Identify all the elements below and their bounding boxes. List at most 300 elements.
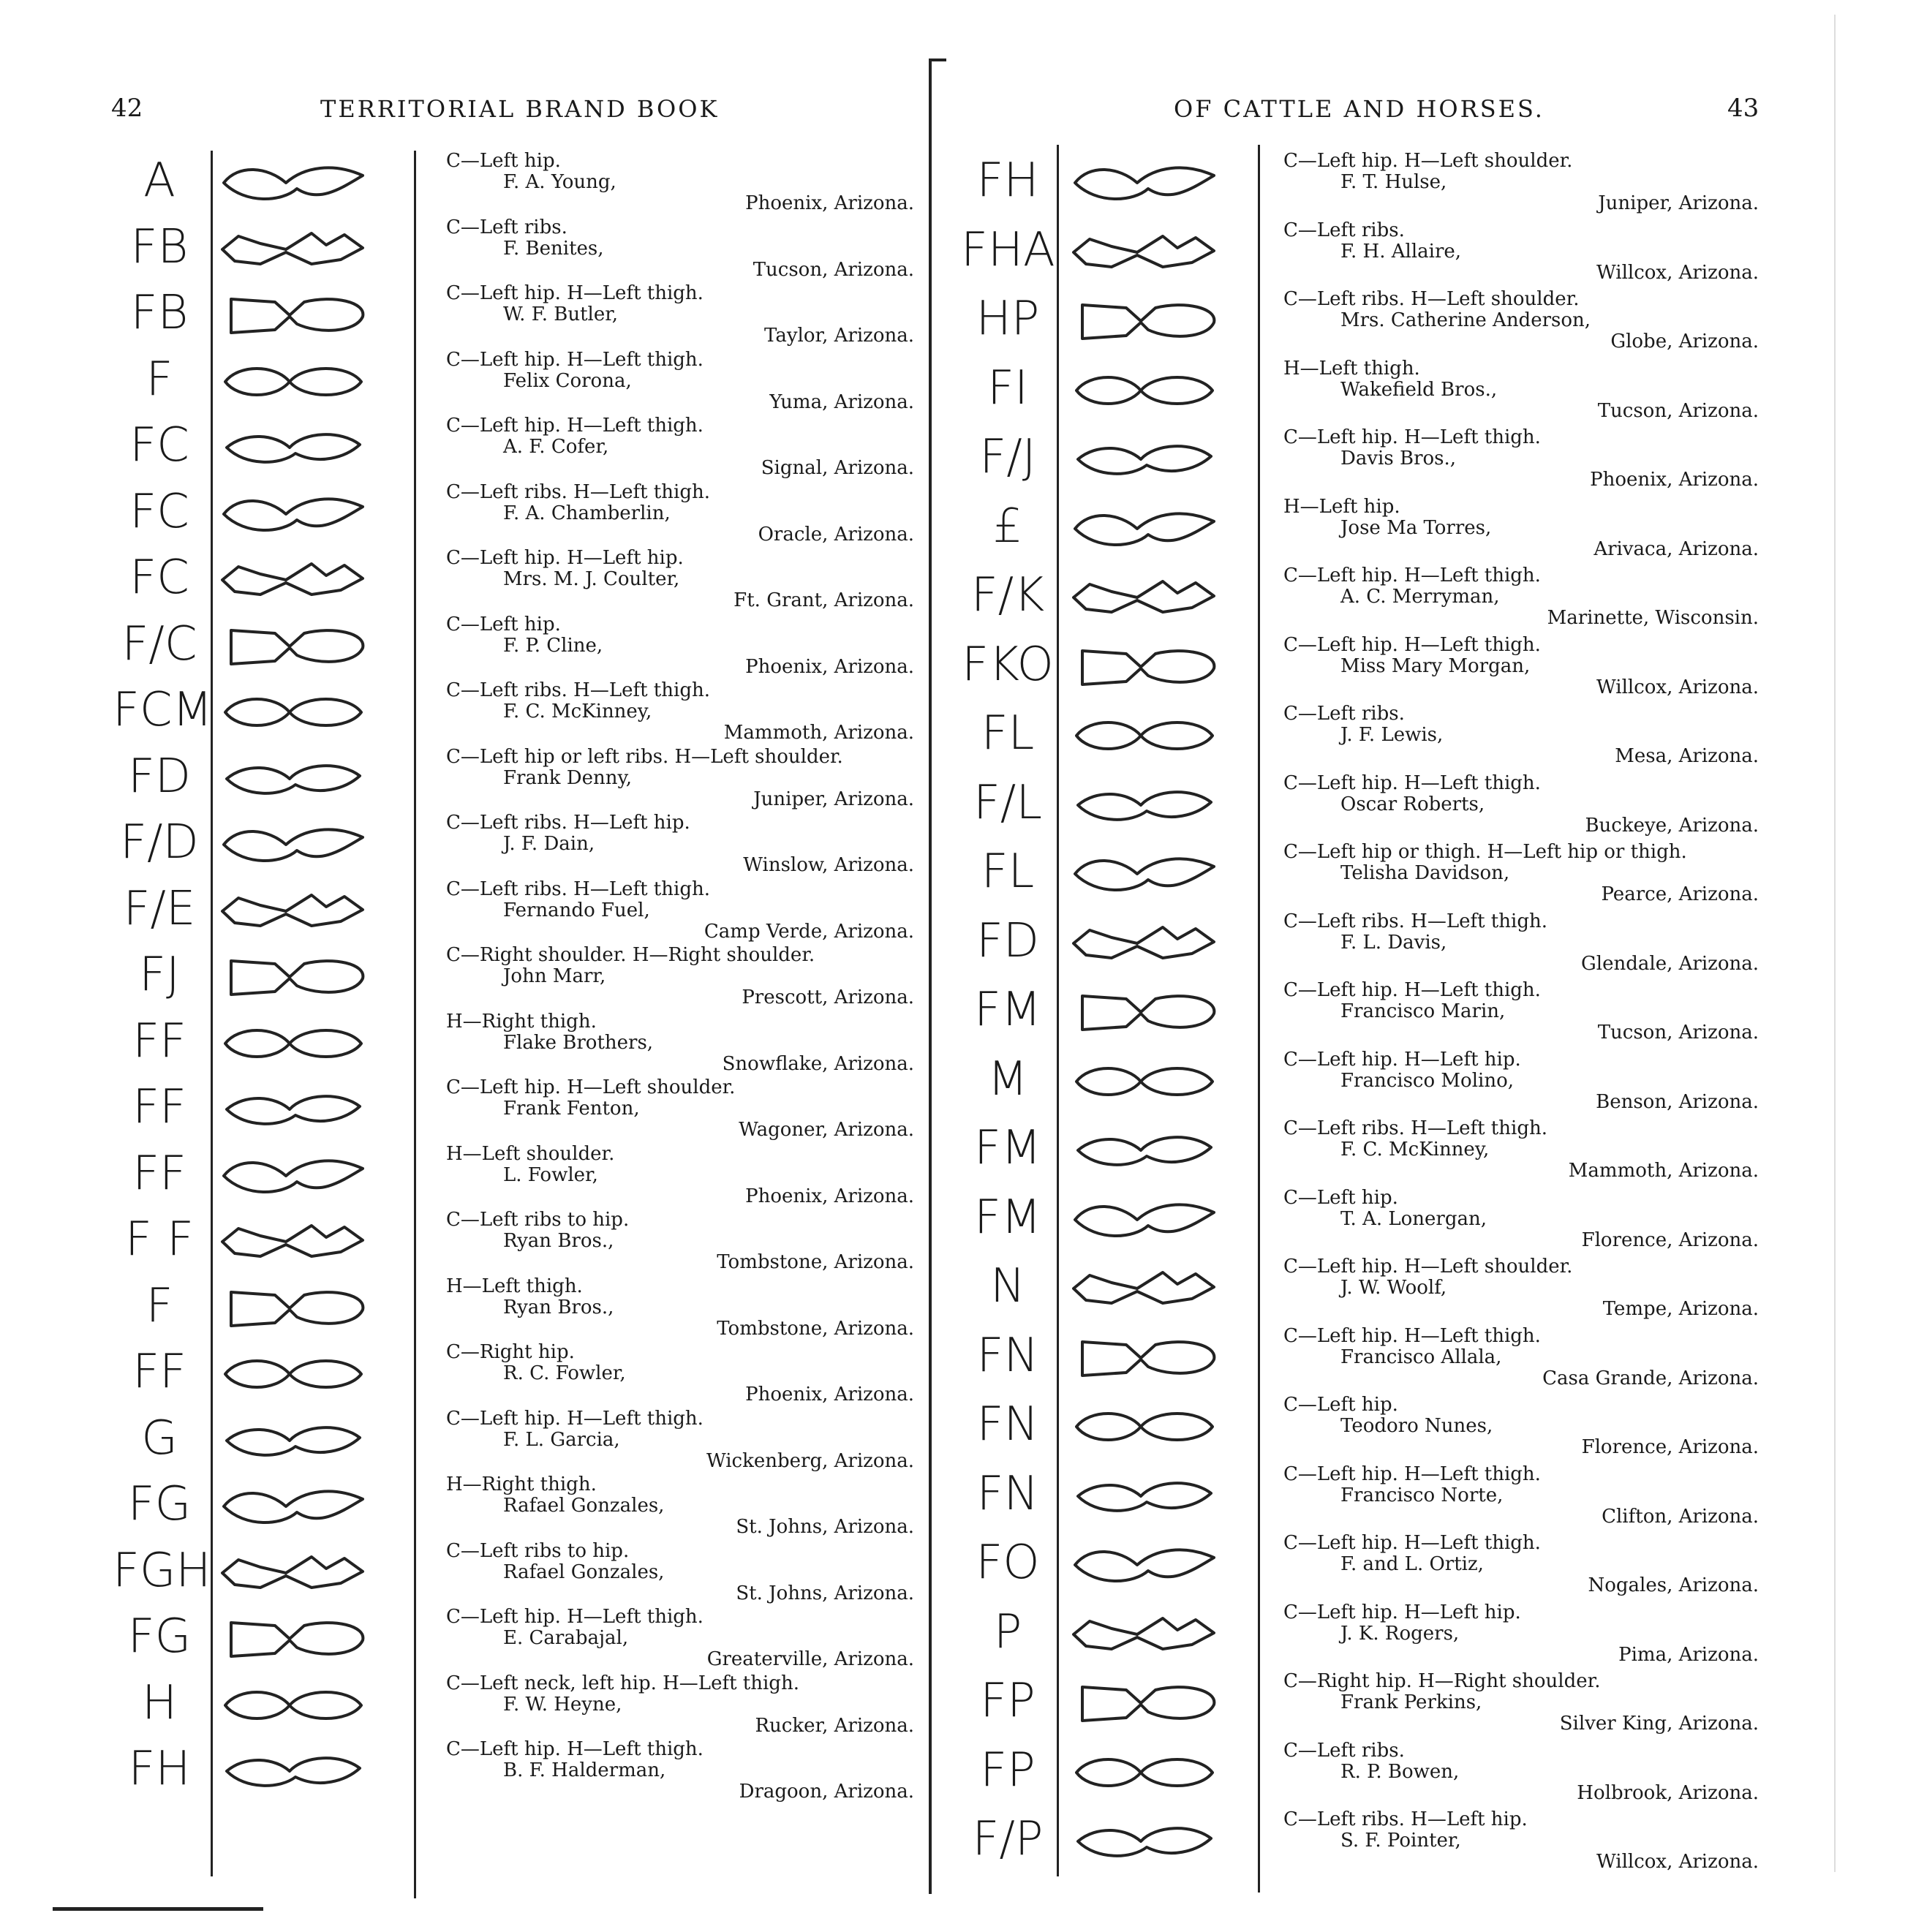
brand-description xyxy=(1283,565,1759,633)
brand-entry xyxy=(110,282,914,352)
brand-mark: M xyxy=(987,1052,1028,1106)
brand-description xyxy=(1283,911,1759,978)
brand-location: Dragoon, Arizona. xyxy=(739,1781,914,1803)
brand-location: Tombstone, Arizona. xyxy=(717,1251,914,1273)
brand-description xyxy=(1283,151,1759,218)
brand-marks: C—Left ribs to hip. xyxy=(446,1539,630,1562)
animal-hide-diagram xyxy=(1068,1542,1221,1588)
brand-entry xyxy=(110,745,914,815)
brand-entry xyxy=(958,1256,1762,1328)
brand-location: Rucker, Arizona. xyxy=(755,1714,914,1737)
animal-hide-diagram xyxy=(1068,1473,1221,1520)
brand-marks: C—Left ribs. H—Left shoulder. xyxy=(1283,288,1580,310)
brand-marks: C—Left ribs. H—Left hip. xyxy=(446,812,690,834)
brand-location: Yuma, Arizona. xyxy=(769,390,914,413)
brand-location: Glendale, Arizona. xyxy=(1581,952,1759,975)
brand-mark: F/E xyxy=(123,881,196,936)
animal-hide-diagram xyxy=(216,1285,370,1332)
brand-location: Phoenix, Arizona. xyxy=(745,1384,914,1405)
brand-entry xyxy=(110,812,914,881)
brand-description xyxy=(446,1408,914,1473)
brand-description xyxy=(1283,635,1759,702)
brand-mark: FH xyxy=(976,154,1039,208)
brand-entry xyxy=(958,633,1762,706)
brand-marks: H—Left thigh. xyxy=(446,1275,583,1297)
brand-marks: H—Left hip. xyxy=(1283,495,1400,518)
brand-mark: FF xyxy=(132,1345,186,1399)
animal-hide-diagram xyxy=(216,1351,370,1397)
animal-hide-diagram xyxy=(1068,644,1221,690)
brand-mark: FGH xyxy=(113,1543,211,1598)
brand-description xyxy=(1283,1256,1759,1324)
brand-marks: C—Left hip or thigh. H—Left hip or thigh. xyxy=(1283,841,1687,863)
brand-marks: C—Left ribs. H—Left thigh. xyxy=(446,480,710,503)
brand-mark: FP xyxy=(980,1674,1036,1728)
animal-hide-diagram xyxy=(1068,229,1221,276)
brand-entry xyxy=(958,150,1762,222)
brand-mark: FB xyxy=(130,219,189,274)
brand-owner: F. T. Hulse, xyxy=(1340,171,1447,193)
animal-hide-diagram xyxy=(1068,1127,1221,1174)
brand-owner: A. C. Merryman, xyxy=(1340,586,1500,608)
animal-hide-diagram xyxy=(1068,1196,1221,1243)
brand-location: Mesa, Arizona. xyxy=(1615,745,1759,767)
brand-mark: F/J xyxy=(979,430,1036,484)
brand-marks: C—Left hip. H—Left shoulder. xyxy=(1283,1256,1573,1278)
brand-description xyxy=(446,812,914,877)
brand-description xyxy=(1283,497,1759,564)
brand-entry xyxy=(110,1407,914,1477)
brand-owner: T. A. Lonergan, xyxy=(1340,1207,1487,1230)
brand-marks: C—Left hip. H—Left thigh. xyxy=(446,282,704,304)
brand-owner: Francisco Molino, xyxy=(1340,1069,1514,1092)
brand-marks: C—Left hip. H—Left thigh. xyxy=(1283,979,1541,1001)
brand-description xyxy=(1283,773,1759,840)
brand-entry xyxy=(958,1186,1762,1259)
brand-mark: FL xyxy=(981,706,1035,761)
brand-owner: J. K. Rogers, xyxy=(1340,1622,1460,1645)
animal-hide-diagram xyxy=(216,1417,370,1464)
brand-entry xyxy=(110,1209,914,1278)
brand-description xyxy=(1283,427,1759,494)
brand-marks: C—Left ribs. H—Left hip. xyxy=(1283,1808,1528,1830)
brand-location: Tucson, Arizona. xyxy=(753,258,914,281)
brand-entry xyxy=(958,565,1762,637)
brand-location: Clifton, Arizona. xyxy=(1602,1505,1759,1528)
brand-owner: Teodoro Nunes, xyxy=(1340,1415,1493,1437)
brand-owner: S. F. Pointer, xyxy=(1340,1830,1461,1852)
brand-location: Willcox, Arizona. xyxy=(1596,261,1759,284)
brand-location: Arivaca, Arizona. xyxy=(1593,537,1759,560)
brand-mark: FCM xyxy=(113,683,213,737)
brand-marks: C—Left ribs. xyxy=(1283,219,1405,241)
brand-marks: C—Left hip. xyxy=(446,613,561,635)
animal-hide-diagram xyxy=(216,226,370,273)
brand-entry xyxy=(110,679,914,749)
brand-location: Silver King, Arizona. xyxy=(1559,1713,1759,1735)
brand-owner: J. F. Dain, xyxy=(503,833,595,855)
brand-location: Pearce, Arizona. xyxy=(1601,883,1759,905)
brand-description xyxy=(446,1077,914,1142)
brand-description xyxy=(1283,703,1759,771)
animal-hide-diagram xyxy=(216,689,370,736)
animal-hide-diagram xyxy=(216,159,370,206)
brand-owner: L. Fowler, xyxy=(503,1163,598,1186)
animal-hide-diagram xyxy=(1068,850,1221,897)
brand-entry xyxy=(110,1275,914,1345)
brand-description xyxy=(1283,220,1759,287)
brand-description xyxy=(1283,1188,1759,1255)
brand-description xyxy=(446,350,914,414)
gutter-rule xyxy=(929,59,932,1894)
brand-location: Greaterville, Arizona. xyxy=(706,1648,914,1670)
brand-entry xyxy=(958,841,1762,913)
animal-hide-diagram xyxy=(216,358,370,405)
animal-hide-diagram xyxy=(216,1020,370,1067)
brand-description xyxy=(446,415,914,480)
brand-description xyxy=(446,614,914,679)
brand-owner: Ryan Bros., xyxy=(503,1296,614,1318)
brand-description xyxy=(1283,358,1759,426)
brand-owner: Frank Denny, xyxy=(503,766,632,789)
brand-owner: F. H. Allaire, xyxy=(1340,240,1462,263)
brand-mark: FD xyxy=(127,749,192,804)
brand-marks: C—Left hip. H—Left thigh. xyxy=(446,348,704,371)
brand-mark: P xyxy=(993,1604,1022,1659)
brand-owner: Frank Fenton, xyxy=(503,1098,640,1120)
brand-location: Phoenix, Arizona. xyxy=(1590,469,1759,491)
brand-description xyxy=(446,1210,914,1274)
brand-mark: FHA xyxy=(961,222,1055,277)
brand-owner: B. F. Halderman, xyxy=(503,1759,666,1781)
brand-mark: FN xyxy=(976,1466,1039,1521)
brand-entry xyxy=(110,1010,914,1080)
brand-owner: F. L. Davis, xyxy=(1340,931,1447,954)
bottom-rule xyxy=(53,1907,263,1911)
brand-location: Taylor, Arizona. xyxy=(764,325,914,347)
brand-entry xyxy=(110,1341,914,1411)
brand-entry xyxy=(958,703,1762,775)
brand-marks: C—Left hip. H—Left thigh. xyxy=(446,1738,704,1760)
brand-description xyxy=(446,1342,914,1406)
brand-entry xyxy=(110,1672,914,1742)
brand-owner: R. P. Bowen, xyxy=(1340,1760,1460,1783)
brand-owner: Wakefield Bros., xyxy=(1340,378,1498,401)
brand-entry xyxy=(110,150,914,219)
brand-marks: C—Right hip. xyxy=(446,1341,575,1363)
brand-owner: Francisco Allala, xyxy=(1340,1346,1502,1368)
brand-description xyxy=(1283,842,1759,909)
brand-owner: Miss Mary Morgan, xyxy=(1340,654,1531,677)
brand-owner: F. and L. Ortiz, xyxy=(1340,1553,1484,1575)
brand-mark: F/K xyxy=(970,568,1045,622)
brand-owner: Rafael Gonzales, xyxy=(503,1495,665,1517)
brand-marks: H—Right thigh. xyxy=(446,1010,597,1033)
animal-hide-diagram xyxy=(1068,1749,1221,1796)
brand-mark: FF xyxy=(132,1146,186,1201)
brand-mark: FD xyxy=(976,913,1040,968)
brand-mark: G xyxy=(141,1411,178,1465)
animal-hide-diagram xyxy=(216,623,370,670)
brand-mark: FM xyxy=(973,983,1042,1037)
brand-marks: H—Right thigh. xyxy=(446,1473,597,1495)
brand-marks: C—Left hip. H—Left thigh. xyxy=(1283,1532,1541,1554)
brand-entry xyxy=(110,1606,914,1675)
brand-description xyxy=(1283,1671,1759,1738)
brand-mark: F/L xyxy=(973,775,1043,830)
brand-mark: FF xyxy=(132,1014,186,1068)
brand-owner: F. C. McKinney, xyxy=(503,701,652,722)
brand-location: Willcox, Arizona. xyxy=(1596,676,1759,698)
brand-description xyxy=(446,1011,914,1076)
brand-owner: Telisha Davidson, xyxy=(1340,862,1510,884)
brand-owner: F. A. Chamberlin, xyxy=(503,502,671,524)
brand-entry xyxy=(110,1142,914,1212)
brand-marks: C—Left hip. xyxy=(446,150,561,172)
animal-hide-diagram xyxy=(1068,1335,1221,1381)
gutter-corner xyxy=(929,59,946,61)
brand-mark: FKO xyxy=(962,637,1054,692)
brand-location: Tempe, Arizona. xyxy=(1602,1298,1759,1320)
brand-owner: John Marr, xyxy=(503,965,606,987)
brand-location: Tombstone, Arizona. xyxy=(717,1317,914,1340)
brand-entry xyxy=(958,1670,1762,1743)
brand-owner: Fernando Fuel, xyxy=(503,899,650,921)
animal-hide-diagram xyxy=(1068,1680,1221,1727)
brand-location: Signal, Arizona. xyxy=(761,457,914,479)
left-page-number: 42 xyxy=(111,94,143,123)
brand-owner: Davis Bros., xyxy=(1340,448,1457,469)
brand-owner: F. W. Heyne, xyxy=(503,1693,622,1716)
brand-owner: F. C. McKinney, xyxy=(1340,1139,1490,1161)
brand-entry xyxy=(958,1739,1762,1812)
brand-description xyxy=(446,879,914,943)
brand-entry xyxy=(110,348,914,418)
brand-marks: C—Left hip. H—Left shoulder. xyxy=(1283,150,1573,172)
brand-location: Willcox, Arizona. xyxy=(1596,1851,1759,1873)
brand-mark: FC xyxy=(129,551,189,605)
brand-owner: E. Carabajal, xyxy=(503,1627,629,1649)
brand-entry xyxy=(958,1808,1762,1881)
brand-marks: H—Left shoulder. xyxy=(446,1142,615,1165)
animal-hide-diagram xyxy=(216,1483,370,1530)
brand-location: Wickenberg, Arizona. xyxy=(706,1449,914,1472)
brand-marks: C—Left hip. H—Left thigh. xyxy=(446,415,704,437)
brand-owner: Felix Corona, xyxy=(503,369,632,392)
brand-description xyxy=(446,1474,914,1539)
brand-owner: Francisco Marin, xyxy=(1340,1000,1506,1022)
animal-hide-diagram xyxy=(216,1682,370,1729)
brand-location: Wagoner, Arizona. xyxy=(739,1119,914,1141)
brand-description xyxy=(1283,1809,1759,1876)
brand-entry xyxy=(958,1117,1762,1190)
brand-marks: C—Left ribs. xyxy=(1283,1739,1405,1762)
brand-description xyxy=(446,1739,914,1803)
brand-description xyxy=(446,1673,914,1737)
brand-owner: W. F. Butler, xyxy=(503,303,619,325)
brand-entry xyxy=(958,1048,1762,1121)
brand-description xyxy=(446,1276,914,1340)
animal-hide-diagram xyxy=(1068,712,1221,759)
animal-hide-diagram xyxy=(1068,782,1221,829)
brand-entry xyxy=(110,944,914,1014)
brand-location: St. Johns, Arizona. xyxy=(736,1582,914,1604)
brand-owner: Ryan Bros., xyxy=(503,1230,614,1252)
animal-hide-diagram xyxy=(216,1152,370,1199)
brand-description xyxy=(446,747,914,811)
brand-location: Tucson, Arizona. xyxy=(1597,399,1759,422)
brand-location: Phoenix, Arizona. xyxy=(745,655,914,678)
brand-owner: Flake Brothers, xyxy=(503,1031,654,1054)
brand-entry xyxy=(958,1463,1762,1536)
animal-hide-diagram xyxy=(1068,1818,1221,1865)
brand-marks: C—Left hip. H—Left hip. xyxy=(446,547,684,569)
animal-hide-diagram xyxy=(216,1218,370,1265)
brand-mark: FO xyxy=(976,1536,1040,1590)
brand-marks: C—Left hip. H—Left hip. xyxy=(1283,1048,1521,1071)
brand-location: Marinette, Wisconsin. xyxy=(1547,607,1759,629)
brand-description xyxy=(1283,1395,1759,1462)
brand-mark: £ xyxy=(992,499,1023,554)
animal-hide-diagram xyxy=(216,556,370,603)
brand-entry xyxy=(958,1394,1762,1466)
brand-entry xyxy=(110,613,914,683)
brand-marks: C—Left hip or left ribs. H—Left shoulder. xyxy=(446,745,843,768)
brand-mark: F xyxy=(146,1278,173,1333)
brand-entry xyxy=(958,426,1762,499)
brand-entry xyxy=(110,878,914,948)
brand-mark: F/D xyxy=(120,815,199,869)
brand-description xyxy=(1283,1118,1759,1185)
brand-location: Oracle, Arizona. xyxy=(758,523,914,546)
brand-location: Nogales, Arizona. xyxy=(1588,1574,1759,1596)
page-edge xyxy=(1834,15,1836,1872)
brand-description xyxy=(1283,1533,1759,1600)
brand-owner: Jose Ma Torres, xyxy=(1340,516,1492,539)
brand-marks: C—Right hip. H—Right shoulder. xyxy=(1283,1670,1601,1692)
brand-marks: C—Left hip. xyxy=(1283,1186,1398,1209)
brand-entry xyxy=(110,480,914,551)
brand-entry xyxy=(958,1324,1762,1397)
brand-owner: Frank Perkins, xyxy=(1340,1691,1482,1713)
brand-location: Tucson, Arizona. xyxy=(1597,1022,1759,1044)
brand-marks: C—Left hip. H—Left thigh. xyxy=(1283,1324,1541,1347)
brand-location: Mammoth, Arizona. xyxy=(723,722,914,744)
brand-owner: Mrs. Catherine Anderson, xyxy=(1340,309,1591,331)
right-page-number: 43 xyxy=(1727,94,1760,123)
brand-description xyxy=(1283,1464,1759,1531)
brand-description xyxy=(1283,289,1759,356)
animal-hide-diagram xyxy=(216,491,370,537)
brand-entry xyxy=(958,357,1762,430)
brand-description xyxy=(1283,1740,1759,1808)
brand-location: Camp Verde, Arizona. xyxy=(704,920,914,943)
brand-description xyxy=(1283,1326,1759,1393)
brand-mark: FB xyxy=(130,286,189,340)
animal-hide-diagram xyxy=(1068,1403,1221,1450)
brand-mark: FG xyxy=(127,1477,192,1531)
brand-mark: F xyxy=(146,352,173,407)
brand-entry xyxy=(110,216,914,286)
brand-mark: HP xyxy=(976,292,1040,346)
animal-hide-diagram xyxy=(1068,920,1221,967)
brand-entry xyxy=(958,1532,1762,1604)
brand-entry xyxy=(958,288,1762,361)
brand-description xyxy=(1283,1602,1759,1669)
brand-mark: FM xyxy=(973,1190,1042,1245)
brand-description xyxy=(446,1607,914,1671)
brand-description xyxy=(446,283,914,347)
brand-owner: A. F. Cofer, xyxy=(503,436,609,458)
brand-mark: FH xyxy=(128,1742,191,1796)
brand-location: Globe, Arizona. xyxy=(1610,331,1759,352)
brand-mark: FN xyxy=(976,1397,1039,1452)
brand-description xyxy=(446,151,914,215)
brand-description xyxy=(446,945,914,1009)
brand-mark: A xyxy=(143,154,176,208)
brand-entry xyxy=(110,1738,914,1808)
brand-description xyxy=(446,548,914,612)
animal-hide-diagram xyxy=(1068,436,1221,483)
animal-hide-diagram xyxy=(1068,1611,1221,1658)
brand-marks: C—Left ribs. xyxy=(1283,703,1405,725)
brand-marks: C—Left ribs. H—Left thigh. xyxy=(1283,1117,1547,1139)
brand-mark: FC xyxy=(129,418,189,472)
brand-mark: FM xyxy=(973,1121,1042,1175)
brand-owner: Francisco Norte, xyxy=(1340,1484,1504,1506)
brand-location: Prescott, Arizona. xyxy=(742,986,914,1008)
brand-mark: F F xyxy=(125,1212,194,1267)
brand-mark: FC xyxy=(129,484,189,539)
brand-mark: F/P xyxy=(972,1812,1044,1866)
animal-hide-diagram xyxy=(1068,298,1221,344)
brand-mark: FJ xyxy=(139,948,180,1002)
brand-location: Juniper, Arizona. xyxy=(753,788,914,810)
brand-owner: F. P. Cline, xyxy=(503,634,603,657)
brand-marks: C—Left hip. H—Left thigh. xyxy=(446,1407,704,1430)
brand-mark: N xyxy=(990,1259,1025,1313)
brand-entry xyxy=(110,1539,914,1610)
brand-mark: FL xyxy=(981,845,1035,899)
brand-marks: C—Left hip. xyxy=(1283,1394,1398,1416)
brand-marks: C—Left ribs. H—Left thigh. xyxy=(1283,910,1547,932)
brand-owner: F. A. Young, xyxy=(503,171,616,193)
brand-mark: FN xyxy=(976,1328,1039,1383)
animal-hide-diagram xyxy=(216,1550,370,1596)
brand-owner: J. F. Lewis, xyxy=(1340,724,1444,746)
brand-entry xyxy=(958,495,1762,568)
brand-entry xyxy=(110,1473,914,1543)
brand-marks: C—Left hip. H—Left thigh. xyxy=(446,1606,704,1628)
animal-hide-diagram xyxy=(1068,159,1221,206)
animal-hide-diagram xyxy=(1068,989,1221,1035)
brand-owner: Rafael Gonzales, xyxy=(503,1561,665,1583)
brand-owner: Mrs. M. J. Coulter, xyxy=(503,568,680,590)
brand-mark: FP xyxy=(980,1743,1036,1797)
brand-mark: FG xyxy=(127,1610,192,1664)
brand-mark: F/C xyxy=(121,616,197,671)
brand-location: Florence, Arizona. xyxy=(1581,1229,1759,1251)
brand-location: Pima, Arizona. xyxy=(1618,1643,1759,1666)
brand-marks: C—Left neck, left hip. H—Left thigh. xyxy=(446,1672,799,1694)
brand-marks: C—Left ribs. xyxy=(446,216,567,238)
brand-location: Casa Grande, Arizona. xyxy=(1542,1367,1759,1389)
brand-location: Phoenix, Arizona. xyxy=(745,1185,914,1207)
left-page-header: TERRITORIAL BRAND BOOK xyxy=(320,95,720,123)
brand-owner: J. W. Woolf, xyxy=(1340,1277,1447,1299)
brand-location: Florence, Arizona. xyxy=(1581,1436,1759,1458)
brand-marks: C—Left ribs. H—Left thigh. xyxy=(446,679,710,701)
